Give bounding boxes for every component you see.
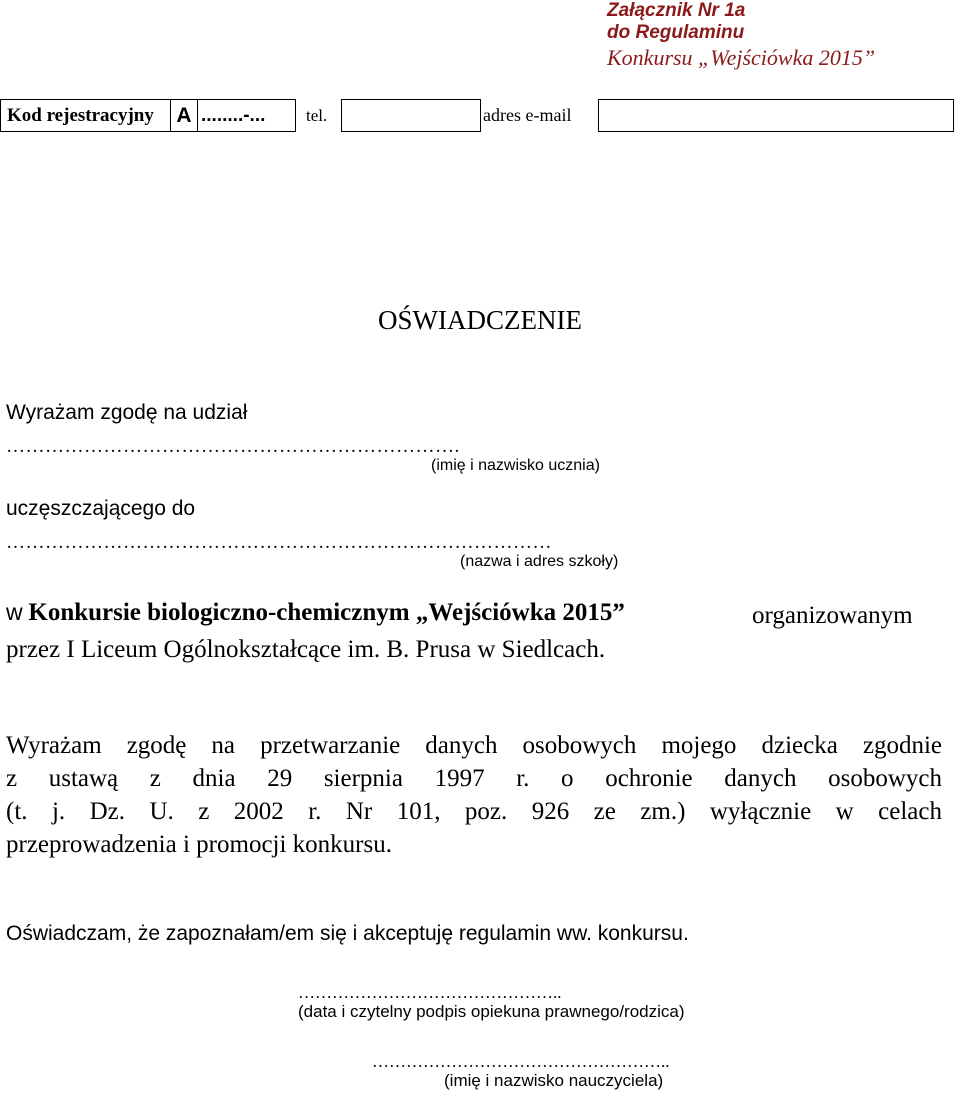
contest-organized-text: organizowanym [752, 602, 913, 629]
contest-name: Konkursie biologiczno-chemicznym „Wejściówka 2015” [28, 599, 625, 626]
school-intro-text: uczęszczającego do [6, 497, 196, 520]
registration-code-label: Kod rejestracyjny [0, 99, 170, 132]
declaration-text: Oświadczam, że zapoznałam/em się i akceptuję regulamin ww. konkursu. [6, 922, 689, 945]
attachment-regulation: do Regulaminu [607, 22, 745, 43]
registration-row [0, 99, 954, 132]
teacher-name-line[interactable]: …………………………………………….. [372, 1052, 670, 1071]
consent-participation-text: Wyrażam zgodę na udział [6, 401, 248, 424]
attachment-contest-name: Konkursu „Wejściówka 2015” [607, 45, 876, 70]
contest-organizer: przez I Liceum Ogólnokształcące im. B. Prusa w Siedlcach. [6, 636, 606, 663]
school-name-caption: (nazwa i adres szkoły) [460, 553, 619, 570]
document-title: OŚWIADCZENIE [378, 305, 582, 335]
contest-prefix: w [6, 599, 23, 625]
guardian-signature-caption: (data i czytelny podpis opiekuna prawnego/rodzica) [298, 1002, 685, 1021]
guardian-signature-line[interactable]: ……………………………………….. [298, 983, 562, 1002]
phone-label: tel. [306, 105, 328, 125]
contest-line [6, 599, 625, 627]
data-consent-line-3: (t. j. Dz. U. z 2002 r. Nr 101, poz. 926 ze zm.) wyłącznie w celach [6, 798, 942, 825]
teacher-name-caption: (imię i nazwisko nauczyciela) [444, 1071, 664, 1090]
registration-code-prefix: A [170, 99, 198, 132]
registration-code-field[interactable]: ........-... [198, 99, 296, 132]
student-name-caption: (imię i nazwisko ucznia) [431, 457, 600, 474]
student-name-line[interactable]: ……………………………………………………………. [6, 436, 460, 457]
email-label: adres e-mail [483, 105, 572, 125]
phone-field[interactable] [341, 99, 481, 132]
data-consent-line-2: z ustawą z dnia 29 sierpnia 1997 r. o ochronie danych osobowych [6, 765, 942, 792]
data-consent-line-4: przeprowadzenia i promocji konkursu. [6, 831, 392, 858]
data-consent-line-1: Wyrażam zgodę na przetwarzanie danych osobowych mojego dziecka zgodnie [6, 732, 942, 759]
school-name-line[interactable]: ………………………………………………………………………… [6, 532, 552, 553]
attachment-number: Załącznik Nr 1a [607, 0, 746, 21]
email-field[interactable] [598, 99, 954, 132]
